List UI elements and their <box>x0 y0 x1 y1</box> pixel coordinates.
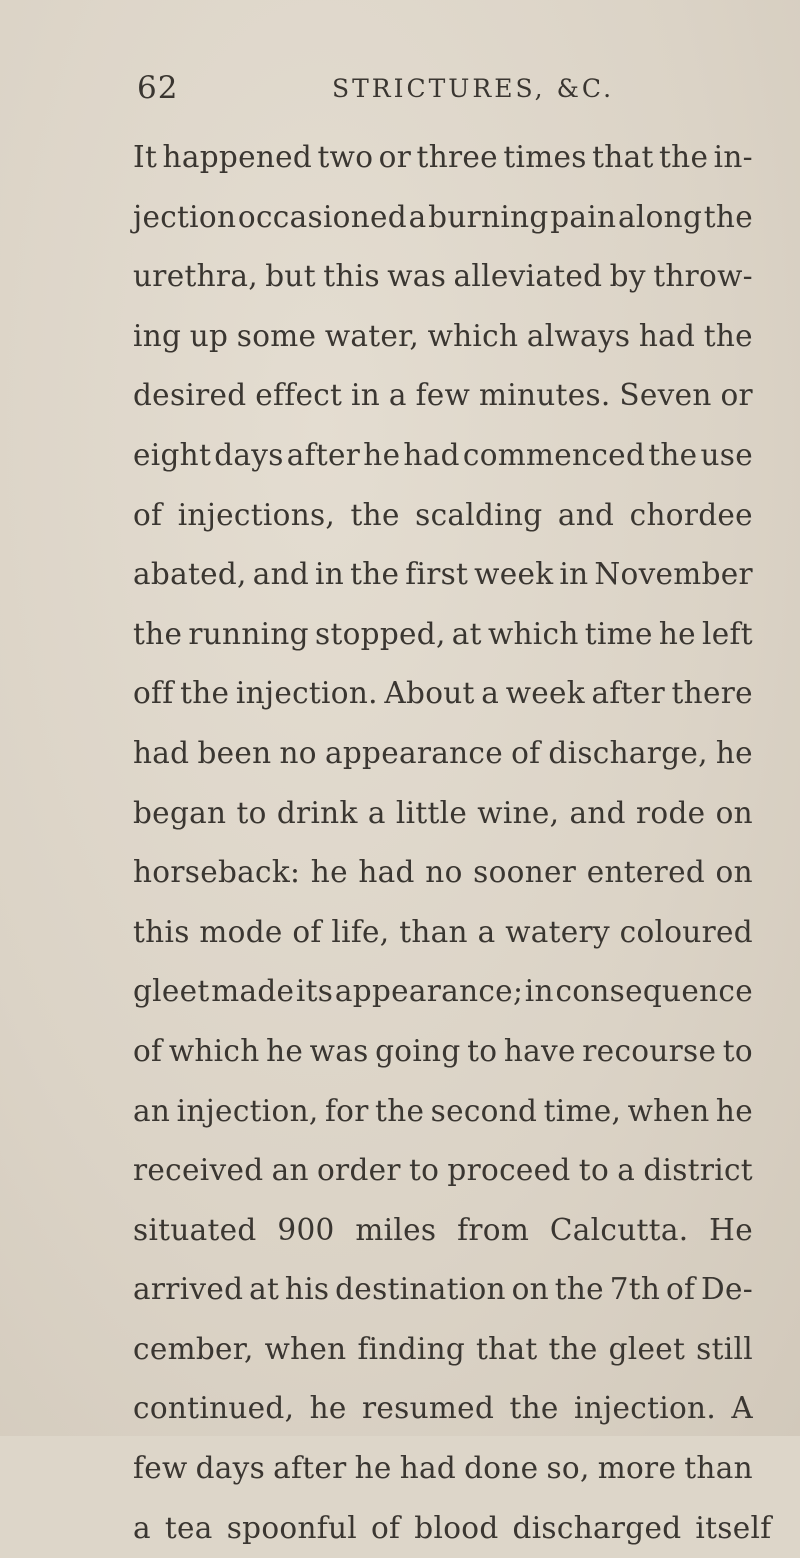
running-head <box>137 70 757 120</box>
text-line: began to drink a little wine, and rode on <box>133 795 753 830</box>
text-line: received an order to proceed to a district <box>133 1153 753 1188</box>
text-line: continued, he resumed the injection. A <box>133 1391 753 1426</box>
text-line: ing up some water, which always had the <box>133 318 753 353</box>
text-line: horseback: he had no sooner entered on <box>133 855 753 890</box>
text-line: eight days after he had commenced the use <box>133 437 753 472</box>
text-line: jection occasioned a burning pain along the <box>133 199 753 234</box>
text-line: urethra, but this was alleviated by throw- <box>133 259 753 294</box>
body-text <box>133 128 772 1558</box>
text-line: desired effect in a few minutes. Seven or <box>133 378 753 413</box>
text-line: It happened two or three times that the in- <box>133 140 753 174</box>
text-line: off the injection. About a week after there <box>133 676 753 711</box>
text-line: arrived at his destination on the 7th of De- <box>133 1272 753 1307</box>
text-line: cember, when finding that the gleet still <box>133 1331 753 1366</box>
text-line: gleet made its appearance; in consequence <box>133 974 753 1009</box>
text-line: a tea spoonful of blood discharged itself <box>133 1510 772 1545</box>
text-line: abated, and in the first week in November <box>133 557 753 592</box>
text-line: this mode of life, than a watery coloured <box>133 914 753 949</box>
running-title: STRICTURES, &C. <box>332 74 615 103</box>
text-line: had been no appearance of discharge, he <box>133 735 753 770</box>
page-number: 62 <box>137 70 179 106</box>
text-line: of which he was going to have recourse to <box>133 1033 753 1068</box>
text-line: of injections, the scalding and chordee <box>133 497 753 532</box>
text-line: situated 900 miles from Calcutta. He <box>133 1212 753 1247</box>
text-line: the running stopped, at which time he left <box>133 616 753 651</box>
text-line: few days after he had done so, more than <box>133 1451 753 1486</box>
text-line: an injection, for the second time, when he <box>133 1093 753 1128</box>
